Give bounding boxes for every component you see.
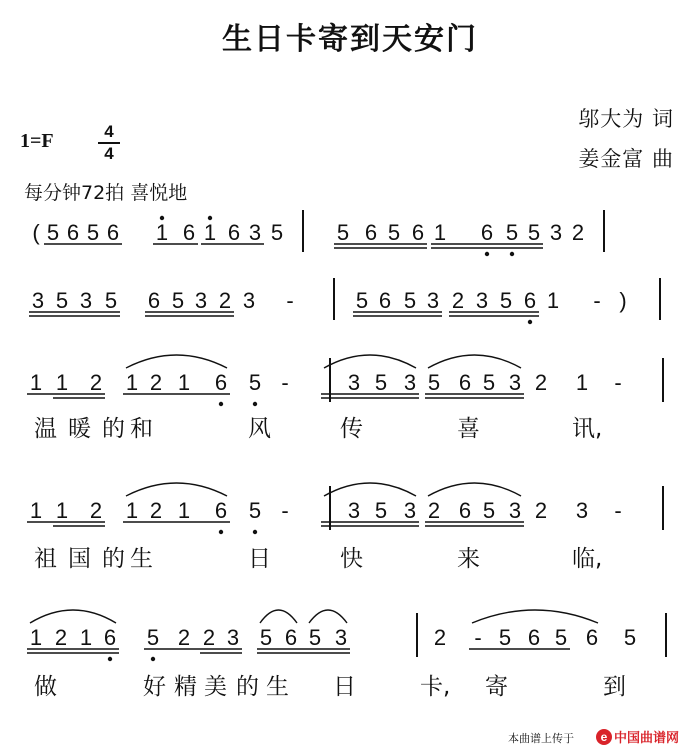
slur-arc	[428, 355, 521, 368]
lyric-syllable: 日	[333, 674, 356, 700]
time-signature-bottom: 4	[104, 144, 114, 163]
note: 5	[554, 625, 568, 650]
lyric-syllable: 暖	[68, 416, 91, 442]
note: 3	[334, 625, 348, 650]
note: 1	[55, 370, 69, 395]
note: 5	[499, 288, 513, 313]
lyric-syllable: 温	[34, 416, 57, 442]
octave-dot-below	[108, 657, 112, 661]
lyric-syllable: 的	[236, 674, 259, 700]
note: 2	[433, 625, 447, 650]
lyric-syllable: 和	[130, 416, 153, 442]
note: 5	[86, 220, 100, 245]
note: 1	[79, 625, 93, 650]
note: 5	[482, 498, 496, 523]
note: 6	[214, 498, 228, 523]
note: 6	[106, 220, 120, 245]
note: 5	[623, 625, 637, 650]
sustain-dash: -	[281, 370, 289, 395]
note: 1	[433, 220, 447, 245]
note: 1	[29, 498, 43, 523]
note: 5	[270, 220, 284, 245]
note: 1	[155, 220, 169, 245]
note: 5	[248, 498, 262, 523]
note: 2	[202, 625, 216, 650]
slur-arc	[30, 610, 116, 623]
note: 6	[214, 370, 228, 395]
note: 2	[427, 498, 441, 523]
note: 2	[149, 370, 163, 395]
note: 5	[374, 370, 388, 395]
note: 2	[534, 498, 548, 523]
lyric-syllable: 国	[68, 546, 91, 572]
octave-dot-below	[253, 402, 257, 406]
note: 3	[475, 288, 489, 313]
lyric-syllable: 好	[143, 674, 166, 700]
note: 5	[146, 625, 160, 650]
note: 5	[482, 370, 496, 395]
note: 2	[89, 370, 103, 395]
note: 6	[523, 288, 537, 313]
repeat-paren: (	[32, 220, 40, 245]
lyric-syllable: 生	[266, 674, 289, 700]
note: 2	[149, 498, 163, 523]
note: 6	[458, 370, 472, 395]
song-title: 生日卡寄到天安门	[222, 22, 478, 57]
slur-arc	[126, 483, 227, 496]
note: 3	[549, 220, 563, 245]
note: 1	[125, 498, 139, 523]
lyric-syllable: 寄	[485, 674, 508, 700]
note: 5	[46, 220, 60, 245]
note: 2	[571, 220, 585, 245]
note: 6	[480, 220, 494, 245]
lyric-syllable: 到	[603, 674, 626, 700]
note: 3	[426, 288, 440, 313]
note: 6	[284, 625, 298, 650]
lyric-syllable: 日	[248, 546, 271, 572]
octave-dot-below	[253, 530, 257, 534]
octave-dot-below	[485, 252, 489, 256]
note: 6	[527, 625, 541, 650]
note: 3	[575, 498, 589, 523]
note: 6	[147, 288, 161, 313]
note: 3	[79, 288, 93, 313]
octave-dot-below	[219, 530, 223, 534]
octave-dot-below	[528, 320, 532, 324]
lyrics-line-3	[0, 668, 700, 698]
slur-arc	[324, 483, 416, 496]
lyric-syllable: 临,	[572, 546, 603, 572]
slur-arc	[309, 610, 347, 623]
note: 5	[259, 625, 273, 650]
octave-dot-below	[219, 402, 223, 406]
lyric-syllable: 讯,	[572, 416, 603, 442]
note: 5	[374, 498, 388, 523]
sustain-dash: -	[281, 498, 289, 523]
octave-dot-above	[208, 216, 212, 220]
logo-mark-icon: e	[596, 729, 612, 745]
note: 6	[66, 220, 80, 245]
note: 2	[534, 370, 548, 395]
lyric-syllable: 快	[340, 546, 363, 572]
octave-dot-below	[510, 252, 514, 256]
note: 3	[508, 370, 522, 395]
note: 2	[54, 625, 68, 650]
note: 1	[546, 288, 560, 313]
note: 5	[355, 288, 369, 313]
time-signature-top: 4	[104, 122, 114, 141]
lyric-syllable: 来	[457, 546, 480, 572]
lyric-syllable: 做	[34, 674, 57, 700]
slur-arc	[472, 610, 598, 623]
note: 5	[498, 625, 512, 650]
note: 6	[103, 625, 117, 650]
footer-text: 本曲谱上传于	[508, 732, 574, 745]
lyric-syllable: 美	[204, 674, 227, 700]
repeat-paren: )	[619, 288, 627, 313]
lyric-syllable: 生	[130, 546, 153, 572]
note: 3	[194, 288, 208, 313]
note: 5	[104, 288, 118, 313]
note: 5	[387, 220, 401, 245]
note: 5	[427, 370, 441, 395]
note: 5	[403, 288, 417, 313]
sustain-dash: -	[614, 498, 622, 523]
lyrics-line-1	[0, 410, 700, 440]
sustain-dash: -	[286, 288, 294, 313]
sustain-dash: -	[474, 625, 482, 650]
note: 3	[242, 288, 256, 313]
note: 5	[527, 220, 541, 245]
lyricist-credit: 邬大为 词	[578, 107, 674, 131]
note: 3	[403, 498, 417, 523]
tempo-marking: 每分钟72拍 喜悦地	[24, 182, 188, 204]
slur-arc	[260, 610, 297, 623]
note: 6	[182, 220, 196, 245]
note: 6	[227, 220, 241, 245]
note: 5	[248, 370, 262, 395]
lyric-syllable: 传	[340, 416, 363, 442]
lyric-syllable: 卡,	[420, 674, 451, 700]
note: 3	[347, 370, 361, 395]
slur-arc	[428, 483, 521, 496]
site-logo[interactable]	[596, 727, 679, 746]
note: 3	[508, 498, 522, 523]
note: 3	[403, 370, 417, 395]
note: 6	[364, 220, 378, 245]
note: 5	[308, 625, 322, 650]
note: 6	[585, 625, 599, 650]
sustain-dash: -	[614, 370, 622, 395]
note: 6	[411, 220, 425, 245]
slur-arc	[324, 355, 416, 368]
note: 3	[347, 498, 361, 523]
lyric-syllable: 的	[102, 416, 125, 442]
octave-dot-below	[151, 657, 155, 661]
note: 3	[226, 625, 240, 650]
lyric-syllable: 精	[174, 674, 197, 700]
lyrics-line-2	[0, 540, 700, 570]
note: 5	[55, 288, 69, 313]
note: 2	[177, 625, 191, 650]
note: 1	[177, 370, 191, 395]
note: 5	[171, 288, 185, 313]
note: 1	[125, 370, 139, 395]
lyric-syllable: 的	[102, 546, 125, 572]
note: 2	[218, 288, 232, 313]
lyric-syllable: 喜	[457, 416, 480, 442]
sustain-dash: -	[593, 288, 601, 313]
note: 6	[458, 498, 472, 523]
site-name: 中国曲谱网	[614, 731, 680, 746]
note: 3	[248, 220, 262, 245]
note: 1	[29, 625, 43, 650]
note: 6	[378, 288, 392, 313]
note: 1	[55, 498, 69, 523]
note: 3	[31, 288, 45, 313]
slur-arc	[126, 355, 227, 368]
lyric-syllable: 风	[248, 416, 271, 442]
note: 5	[505, 220, 519, 245]
note: 1	[203, 220, 217, 245]
octave-dot-above	[160, 216, 164, 220]
lyric-syllable: 祖	[34, 546, 57, 572]
note: 2	[89, 498, 103, 523]
note: 5	[336, 220, 350, 245]
key-signature: 1=F	[20, 130, 54, 152]
note: 1	[177, 498, 191, 523]
note: 2	[451, 288, 465, 313]
note: 1	[575, 370, 589, 395]
composer-credit: 姜金富 曲	[578, 147, 674, 171]
note: 1	[29, 370, 43, 395]
